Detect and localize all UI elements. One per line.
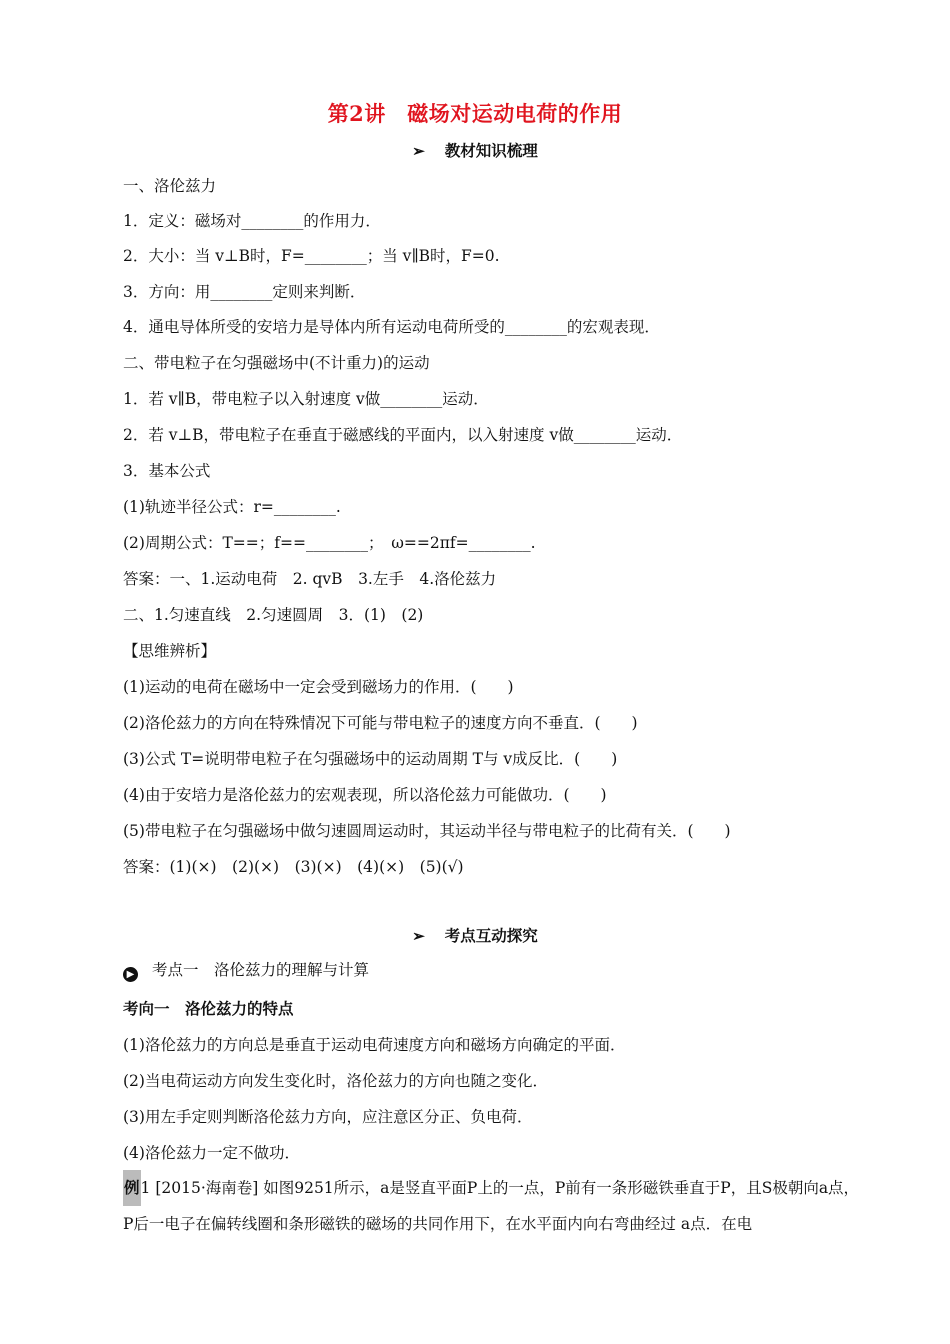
section-heading-exploration bbox=[0, 924, 950, 946]
kaodian-heading bbox=[123, 958, 369, 982]
example-tag: 例 bbox=[123, 1170, 141, 1206]
subsection-label: 【思维辨析】 bbox=[123, 642, 217, 660]
answer-line: 二、1.匀速直线 2.匀速圆周 3．(1) (2) bbox=[123, 606, 424, 624]
text-line: (4)由于安培力是洛伦兹力的宏观表现，所以洛伦兹力可能做功．( ) bbox=[123, 786, 607, 804]
example-text: [2015·海南卷] 如图9251所示，a是竖直平面P上的一点，P前有一条形磁铁垂直于P，且S极朝向a点，P后一电子在偏转线圈和条形磁铁的磁场的共同作用下，在水平面内向右弯曲经过 a点．在电 bbox=[123, 1179, 860, 1233]
text-line: (5)带电粒子在匀强磁场中做匀速圆周运动时，其运动半径与带电粒子的比荷有关．( ) bbox=[123, 822, 731, 840]
example-number: 1 bbox=[140, 1179, 151, 1197]
arrow-bullet-icon: ➢ bbox=[412, 927, 425, 945]
text-line: 3．基本公式 bbox=[123, 462, 211, 480]
kaodian-label: 考点一 洛伦兹力的理解与计算 bbox=[152, 961, 370, 979]
section-heading-label: 教材知识梳理 bbox=[444, 141, 538, 160]
page-title: 第2讲 磁场对运动电荷的作用 bbox=[327, 101, 623, 126]
text-line: 3．方向：用________定则来判断． bbox=[123, 283, 366, 301]
text-line: 4．通电导体所受的安培力是导体内所有运动电荷所受的________的宏观表现． bbox=[123, 318, 660, 336]
text-line: 二、带电粒子在匀强磁场中(不计重力)的运动 bbox=[123, 354, 430, 372]
text-line: (1)轨迹半径公式：r=________. bbox=[123, 498, 341, 516]
text-line: 1．定义：磁场对________的作用力． bbox=[123, 212, 381, 230]
text-line: 2．大小：当 v⊥B时，F=________；当 v∥B时，F=0. bbox=[123, 247, 500, 265]
text-line: (2)当电荷运动方向发生变化时，洛伦兹力的方向也随之变化． bbox=[123, 1072, 548, 1090]
text-line: (2)洛伦兹力的方向在特殊情况下可能与带电粒子的速度方向不垂直．( ) bbox=[123, 714, 638, 732]
section-heading-textbook bbox=[0, 139, 950, 161]
section-heading-label: 考点互动探究 bbox=[444, 926, 538, 945]
answer-line: 答案：(1)(×) (2)(×) (3)(×) (4)(×) (5)(√) bbox=[123, 858, 464, 876]
text-line: (1)运动的电荷在磁场中一定会受到磁场力的作用．( ) bbox=[123, 678, 514, 696]
text-line: 一、洛伦兹力 bbox=[123, 177, 217, 195]
answer-line: 答案：一、1.运动电荷 2. qvB 3.左手 4.洛伦兹力 bbox=[123, 570, 497, 588]
text-line: (1)洛伦兹力的方向总是垂直于运动电荷速度方向和磁场方向确定的平面． bbox=[123, 1036, 626, 1054]
example-paragraph bbox=[123, 1170, 863, 1242]
text-line: (3)用左手定则判断洛伦兹力方向，应注意区分正、负电荷． bbox=[123, 1108, 533, 1126]
kaoxiang-heading: 考向一 洛伦兹力的特点 bbox=[123, 999, 294, 1018]
text-line: (3)公式 T=说明带电粒子在匀强磁场中的运动周期 T与 v成反比．( ) bbox=[123, 750, 618, 768]
text-line: (4)洛伦兹力一定不做功． bbox=[123, 1144, 300, 1162]
text-line: 2．若 v⊥B，带电粒子在垂直于磁感线的平面内，以入射速度 v做________运动． bbox=[123, 426, 683, 444]
text-line: (2)周期公式：T==；f==________； ω==2πf=________. bbox=[123, 534, 536, 552]
text-line: 1．若 v∥B，带电粒子以入射速度 v做________运动． bbox=[123, 390, 489, 408]
arrow-bullet-icon: ➢ bbox=[412, 142, 425, 160]
play-circle-icon: ▶ bbox=[123, 967, 138, 982]
